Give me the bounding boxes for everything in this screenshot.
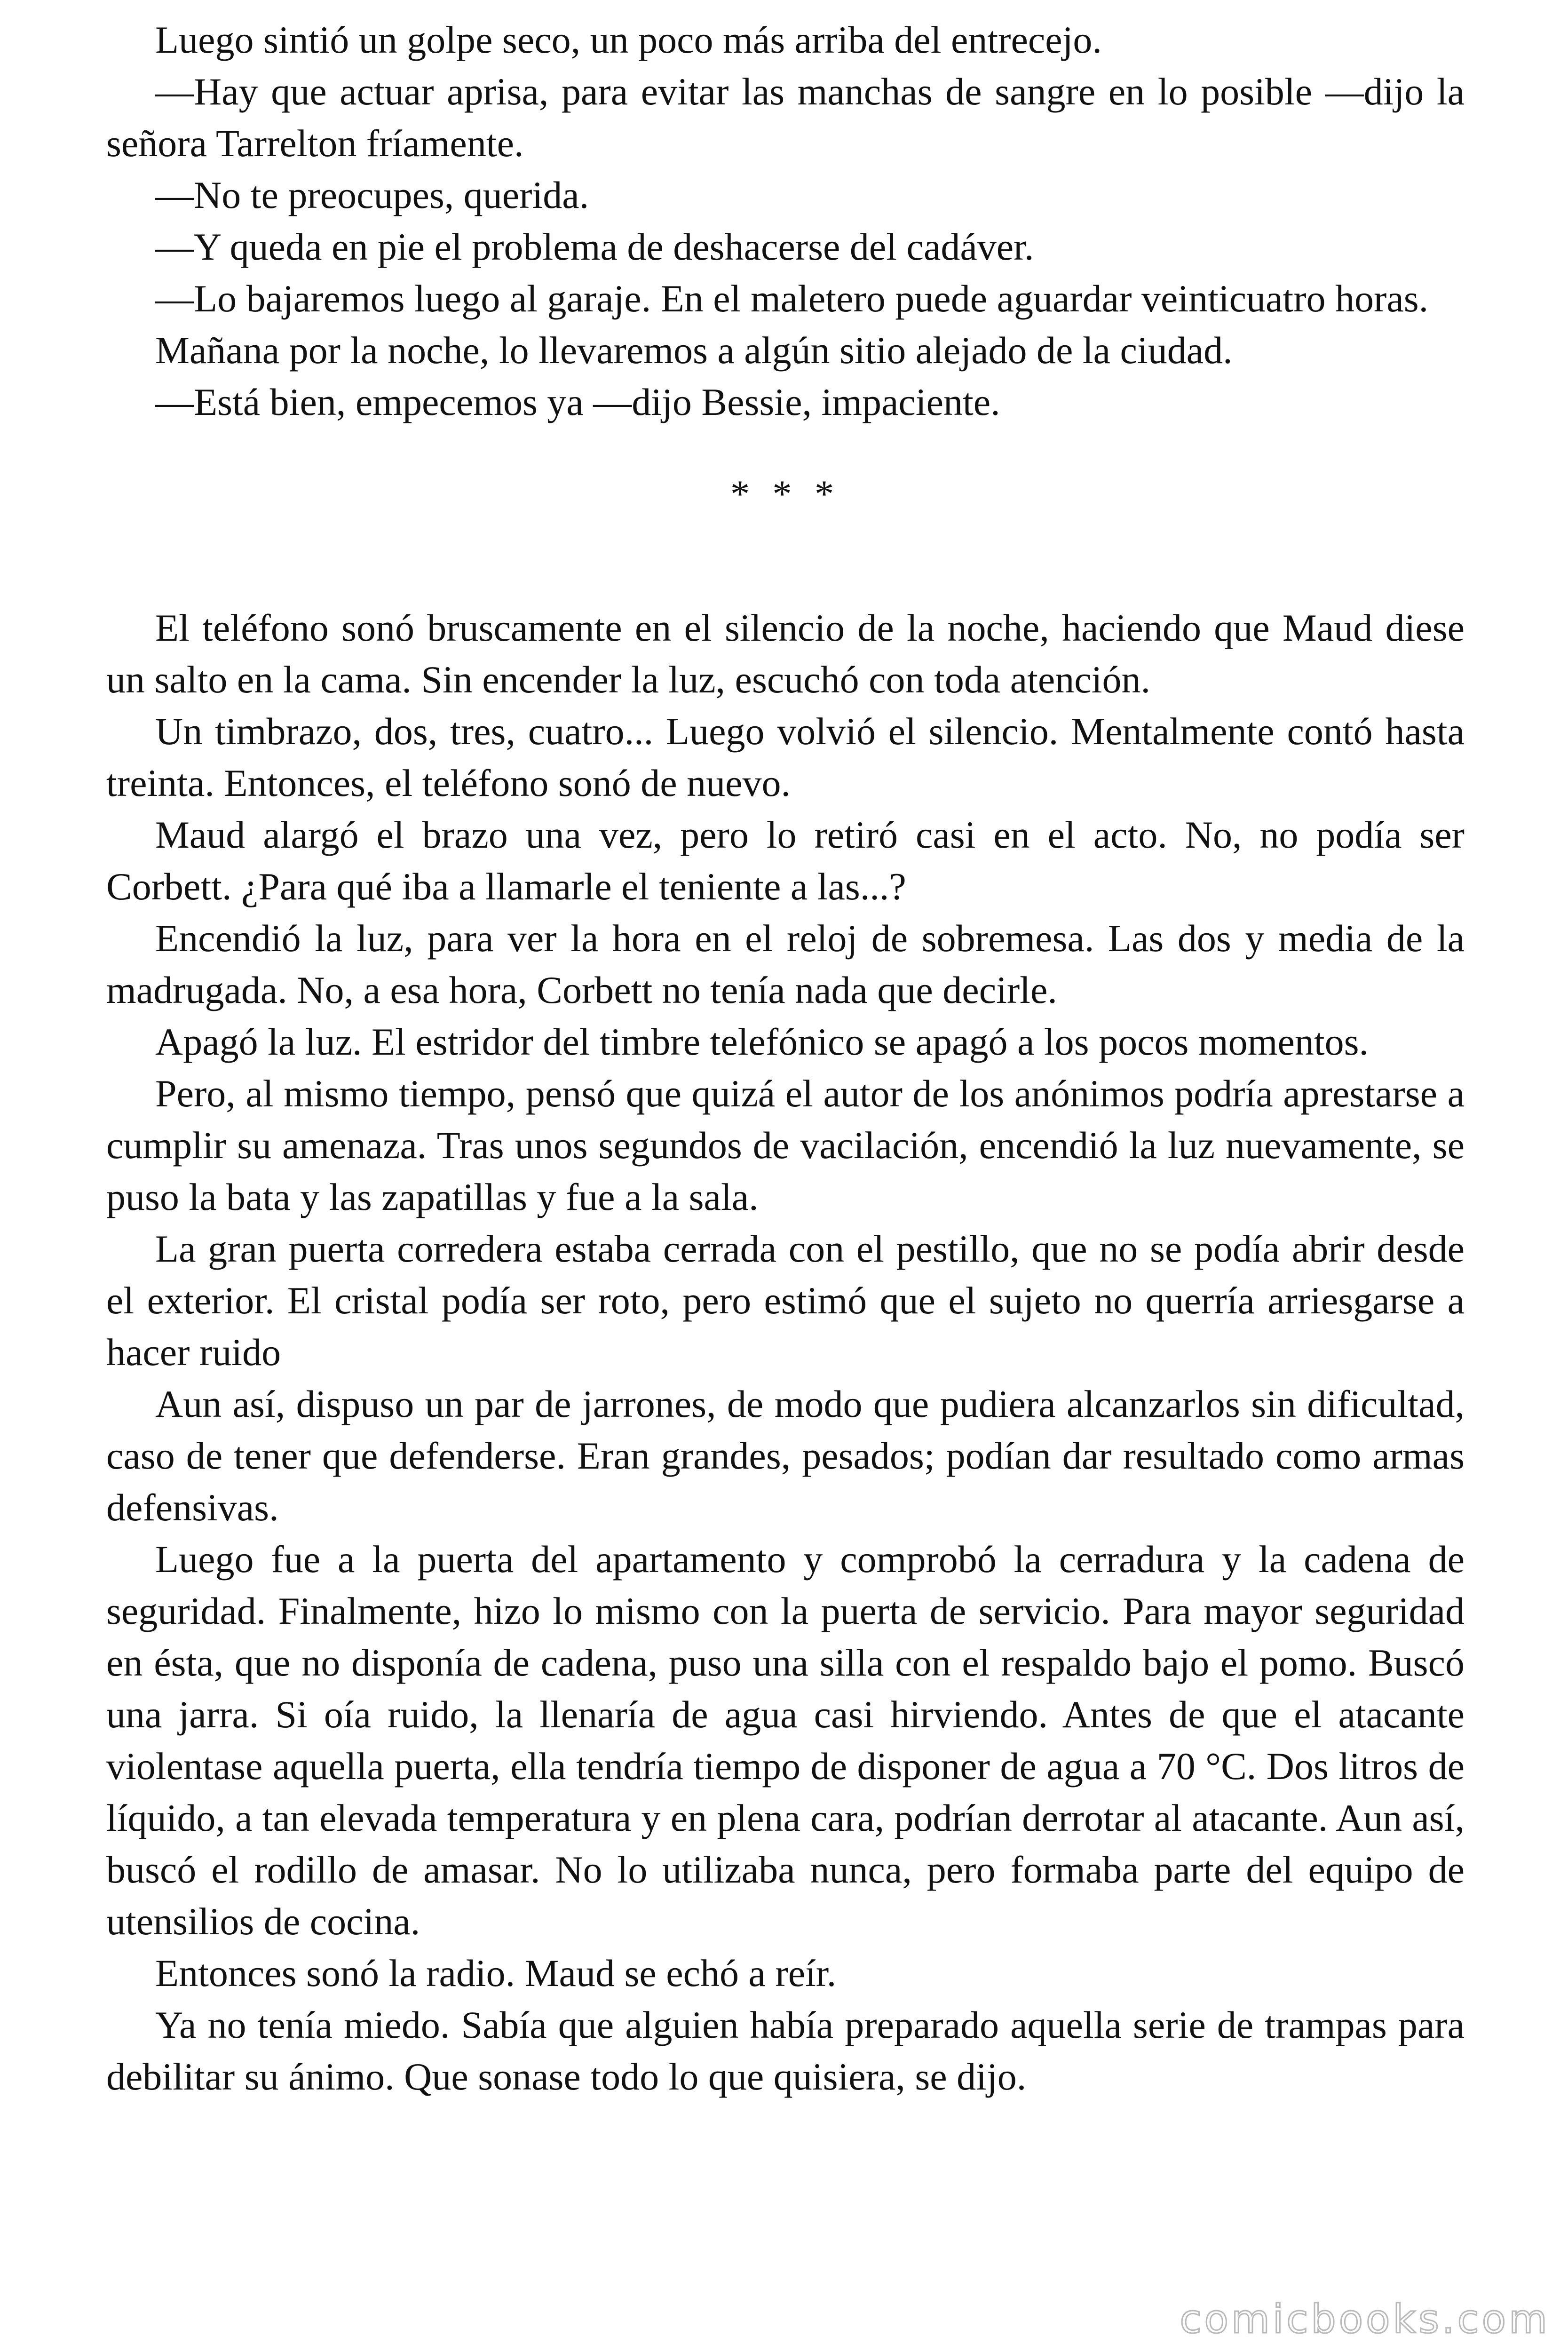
paragraph: —Hay que actuar aprisa, para evitar las manchas de sangre en lo posible —dijo la señora Tarrelton fríamente. bbox=[106, 70, 1465, 165]
paragraph: Apagó la luz. El estridor del timbre telefónico se apagó a los pocos momentos. bbox=[155, 1020, 1369, 1063]
paragraph: —Y queda en pie el problema de deshacerse del cadáver. bbox=[155, 225, 1034, 268]
paragraph: Maud alargó el brazo una vez, pero lo retiró casi en el acto. No, no podía ser Corbett. ¿Para qué iba a llamarle el teniente a las...? bbox=[106, 813, 1465, 908]
section-separator: * * * bbox=[730, 472, 840, 515]
paragraph: El teléfono sonó bruscamente en el silencio de la noche, haciendo que Maud diese un salto en la cama. Sin encender la luz, escuchó con toda atención. bbox=[106, 606, 1465, 701]
paragraph: Entonces sonó la radio. Maud se echó a reír. bbox=[155, 1952, 837, 1994]
paragraph: —Está bien, empecemos ya —dijo Bessie, impaciente. bbox=[155, 381, 1000, 423]
watermark: comicbooks.com bbox=[1180, 2296, 1550, 2342]
paragraph: —No te preocupes, querida. bbox=[155, 174, 589, 216]
paragraph: Encendió la luz, para ver la hora en el reloj de sobremesa. Las dos y media de la madrugada. No, a esa hora, Corbett no tenía nada que decirle. bbox=[106, 917, 1465, 1011]
paragraph: Un timbrazo, dos, tres, cuatro... Luego volvió el silencio. Mentalmente contó hasta treinta. Entonces, el teléfono sonó de nuevo. bbox=[106, 710, 1465, 804]
paragraph: —Lo bajaremos luego al garaje. En el maletero puede aguardar veinticuatro horas. bbox=[155, 277, 1429, 320]
paragraph: Pero, al mismo tiempo, pensó que quizá el autor de los anónimos podría aprestarse a cumplir su amenaza. Tras unos segundos de vacilación, encendió la luz nuevamente, se puso la bata y las zapatillas y fue a la sala. bbox=[106, 1072, 1465, 1218]
paragraph: Mañana por la noche, lo llevaremos a algún sitio alejado de la ciudad. bbox=[155, 329, 1233, 372]
paragraph: Luego fue a la puerta del apartamento y comprobó la cerradura y la cadena de seguridad. Finalmente, hizo lo mismo con la puerta de servicio. Para mayor seguridad en ésta, que no disponía de cadena, puso una silla con el respaldo bajo el pomo. Buscó una jarra. Si oía ruido, la llenaría de agua casi hirviendo. Antes de que el atacante violentase aquella puerta, ella tendría tiempo de disponer de agua a 70 °C. Dos litros de líquido, a tan elevada temperatura y en plena cara, podrían derrotar al atacante. Aun así, buscó el rodillo de amasar. No lo utilizaba nunca, pero formaba parte del equipo de utensilios de cocina. bbox=[106, 1538, 1465, 1943]
paragraph: Aun así, dispuso un par de jarrones, de modo que pudiera alcanzarlos sin dificultad, caso de tener que defenderse. Eran grandes, pesados; podían dar resultado como armas defensivas. bbox=[106, 1383, 1465, 1529]
paragraph: La gran puerta corredera estaba cerrada con el pestillo, que no se podía abrir desde el exterior. El cristal podía ser roto, pero estimó que el sujeto no querría arriesgarse a hacer ruido bbox=[106, 1227, 1465, 1374]
paragraph: Ya no tenía miedo. Sabía que alguien había preparado aquella serie de trampas para debilitar su ánimo. Que sonase todo lo que quisiera, se dijo. bbox=[106, 2003, 1465, 2098]
paragraph: Luego sintió un golpe seco, un poco más arriba del entrecejo. bbox=[155, 18, 1102, 61]
page-text bbox=[106, 14, 1465, 2103]
